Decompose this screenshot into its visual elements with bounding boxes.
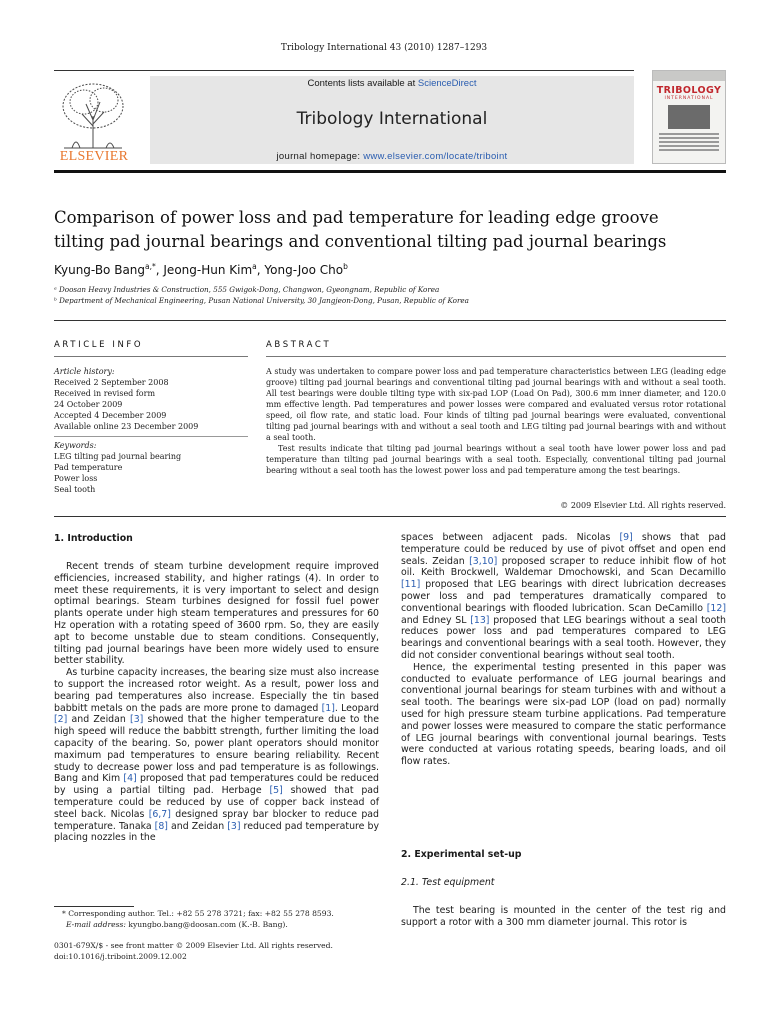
- homepage-line: [150, 151, 634, 162]
- footnote-rule: [54, 906, 134, 907]
- article-history: [54, 366, 248, 432]
- reference-link[interactable]: [6,7]: [148, 808, 171, 820]
- reference-link[interactable]: [3]: [130, 714, 144, 726]
- abstract-paragraph-1: A study was undertaken to compare power loss and pad temperature characteristics between LEG (leading edge groove) tilting pad journal bearings and conventional tilting pad journal bearings with and without a seal tooth. All test bearings were double tilting type with six-pad LOP (Load On Pad), 300.6 mm inner diameter, and 120.0 mm effective length. Pad temperatures and power losses were compared and evaluated versus rotor rotational speed, oil flow rate, and static load. Four kinds of tilting pad journal bearings were evaluated, conventional tilting pad journal bearings with and without a seal tooth and LEG tilting pad journal bearings with and without a seal tooth.: [266, 367, 726, 442]
- contents-prefix: Contents lists available at: [307, 78, 418, 89]
- email-address: kyungbo.bang@doosan.com (K.-B. Bang).: [125, 920, 288, 929]
- reference-link[interactable]: [11]: [401, 579, 421, 591]
- history-item: Accepted 4 December 2009: [54, 411, 167, 420]
- journal-cover-thumbnail: [652, 70, 726, 164]
- reference-link[interactable]: [3,10]: [469, 555, 498, 567]
- title-line-1: Comparison of power loss and pad temperature for leading edge groove: [54, 208, 659, 227]
- author-3-marker: b: [343, 262, 348, 271]
- elsevier-wordmark: ELSEVIER: [59, 149, 129, 164]
- keyword-item: Seal tooth: [54, 485, 96, 494]
- keyword-item: Power loss: [54, 474, 98, 483]
- article-info-rule: [54, 356, 248, 357]
- author-2-marker: a: [252, 262, 257, 271]
- experimental-setup-heading: 2. Experimental set-up: [401, 849, 522, 860]
- cover-top-band: [653, 71, 725, 81]
- email-label: E-mail address:: [66, 920, 126, 929]
- abstract-copyright: © 2009 Elsevier Ltd. All rights reserved.: [560, 501, 726, 510]
- intro-paragraph-1: Recent trends of steam turbine development require improved efficiencies, increased stability, and higher ratings (4). In order to meet these requirements, it is very important to select and design optimal bearings. Steam turbines designed for fossil fuel power plants operate under high steam temperatures and pressures for 60 Hz operation with a rotating speed of 3600 rpm. So, they are easily apt to become unstable due to steam conditions. Consequently, tilting pad journal bearings have been more widely used to ensure better stability.: [54, 561, 379, 667]
- contents-line: [150, 78, 634, 89]
- reference-link[interactable]: [5]: [269, 785, 283, 797]
- history-item: Available online 23 December 2009: [54, 422, 199, 431]
- left-column: [54, 561, 379, 844]
- history-label: Article history:: [54, 367, 115, 376]
- cover-subtitle: INTERNATIONAL: [664, 96, 714, 101]
- author-1: Kyung-Bo Bang: [54, 263, 146, 277]
- homepage-link[interactable]: www.elsevier.com/locate/triboint: [363, 151, 508, 162]
- test-equipment-heading: 2.1. Test equipment: [401, 877, 495, 888]
- abstract-body: [266, 366, 726, 476]
- author-2: , Jeong-Hun Kim: [155, 263, 253, 277]
- journal-name: Tribology International: [296, 109, 488, 129]
- reference-link[interactable]: [3]: [227, 820, 241, 832]
- history-item: Received 2 September 2008: [54, 378, 169, 387]
- journal-masthead: [150, 76, 634, 164]
- keywords-rule: [54, 436, 248, 437]
- section-rule: [54, 320, 726, 321]
- author-list: [54, 262, 348, 277]
- affiliation-b: ᵇ Department of Mechanical Engineering, Pusan National University, 30 Jangjeon-Dong, Pusan, Republic of Korea: [54, 296, 469, 305]
- abstract-bottom-rule: [54, 516, 726, 517]
- journal-citation: Tribology International 43 (2010) 1287–1293: [280, 43, 488, 53]
- introduction-heading: 1. Introduction: [54, 533, 133, 544]
- keywords: [54, 440, 248, 495]
- author-3: , Yong-Joo Cho: [256, 263, 344, 277]
- title-line-2: tilting pad journal bearings and conventional tilting pad journal bearings: [54, 232, 667, 251]
- issn-line: 0301-679X/$ - see front matter © 2009 Elsevier Ltd. All rights reserved.: [54, 941, 333, 950]
- history-item: 24 October 2009: [54, 400, 123, 409]
- right-paragraph-2: Hence, the experimental testing presented in this paper was conducted to evaluate performance of LEG journal bearings and conventional journal bearings for steam turbines with and without a seal tooth. The bearings were six-pad LOP (load on pad) normally used for high pressure steam turbine applications. Pad temperature and power losses were measured to compare the static performance of LEG journal bearings with conventional journal bearings. Tests were conducted at various rotating speeds, bearing loads, and oil flow rates.: [401, 661, 726, 768]
- cover-title: TRIBOLOGY: [656, 85, 722, 96]
- reference-link[interactable]: [13]: [470, 614, 490, 626]
- sciencedirect-link[interactable]: ScienceDirect: [417, 78, 477, 89]
- doi-line: doi:10.1016/j.triboint.2009.12.002: [54, 952, 187, 961]
- history-item: Received in revised form: [54, 389, 156, 398]
- cover-image: [668, 105, 710, 129]
- cover-text-lines: [659, 133, 719, 151]
- reference-link[interactable]: [2]: [54, 714, 68, 726]
- article-title: [54, 206, 726, 254]
- keywords-label: Keywords:: [54, 441, 97, 450]
- reference-link[interactable]: [8]: [154, 820, 168, 832]
- right-column: [401, 532, 726, 768]
- reference-link[interactable]: [12]: [706, 602, 726, 614]
- intro-paragraph-2: As turbine capacity increases, the bearing size must also increase to support the increased rotor weight. As a result, power loss and bearing pad temperatures also increase. Especially the tin based babbitt metals on the pads are more prone to damaged [1]. Leopard [2] and Zeidan [3] showed that the higher temperature due to the high speed will reduce the babbitt strength, further limiting the load capacity of the bearing. So, power plant operators should monitor maximum pad temperatures to ensure bearing reliability. Recent study to decrease power loss and pad temperature is as followings. Bang and Kim [4] proposed that pad temperatures could be reduced by using a partial tilting pad. Herbage [5] showed that pad temperature could be reduced by use of copper back instead of steel back. Nicolas [6,7] designed spray bar blocker to reduce pad temperature. Tanaka [8] and Zeidan [3] reduced pad temperature by placing nozzles in the: [54, 667, 380, 844]
- header-rule: [54, 70, 634, 71]
- affiliation-a: ᵃ Doosan Heavy Industries & Construction, 555 Gwigok-Dong, Changwon, Gyeongnam, Republic of Korea: [54, 285, 440, 294]
- reference-link[interactable]: [4]: [123, 773, 137, 785]
- article-info-heading: ARTICLE INFO: [54, 340, 144, 350]
- abstract-rule: [266, 356, 726, 357]
- email-footnote: [54, 919, 384, 930]
- keyword-item: LEG tilting pad journal bearing: [54, 452, 182, 461]
- reference-link[interactable]: [1]: [321, 702, 335, 714]
- homepage-prefix: journal homepage:: [276, 151, 364, 162]
- keyword-item: Pad temperature: [54, 463, 123, 472]
- corresponding-author-footnote: * Corresponding author. Tel.: +82 55 278 3721; fax: +82 55 278 8593.: [62, 909, 334, 918]
- right-paragraph-3: The test bearing is mounted in the center of the test rig and support a rotor with a 300 mm diameter journal. This rotor is: [401, 905, 726, 928]
- author-1-marker: a,*: [145, 262, 156, 271]
- right-paragraph-1: spaces between adjacent pads. Nicolas [9] shows that pad temperature could be reduced by use of pivot offset and open end seals. Zeidan [3,10] proposed scraper to reduce inhibit flow of hot oil. Keith Brockwell, Waldemar Dmochowski, and Scan Decamillo [11] proposed that LEG bearings with direct lubrication decreases power loss and pad temperatures dramatically compared to conventional bearings with flooded lubrication. Scan DeCamillo [12] and Edney SL [13] proposed that LEG bearings without a seal tooth reduces power loss and pad temperatures compared to LEG bearings and conventional bearings with a seal tooth. However, they did not consider conventional bearings without seal tooth.: [401, 532, 727, 661]
- abstract-heading: ABSTRACT: [266, 340, 332, 350]
- reference-link[interactable]: [9]: [619, 532, 633, 543]
- abstract-paragraph-2: Test results indicate that tilting pad journal bearings without a seal tooth have lower power loss and pad temperature than tilting pad journal bearings with a seal tooth. Especially, conventional tilting pad journal bearing without a seal tooth has the lowest power loss and pad temperature among the test bearings.: [266, 444, 726, 475]
- header-rule-thick: [54, 170, 726, 173]
- right-column-continued: [401, 905, 726, 929]
